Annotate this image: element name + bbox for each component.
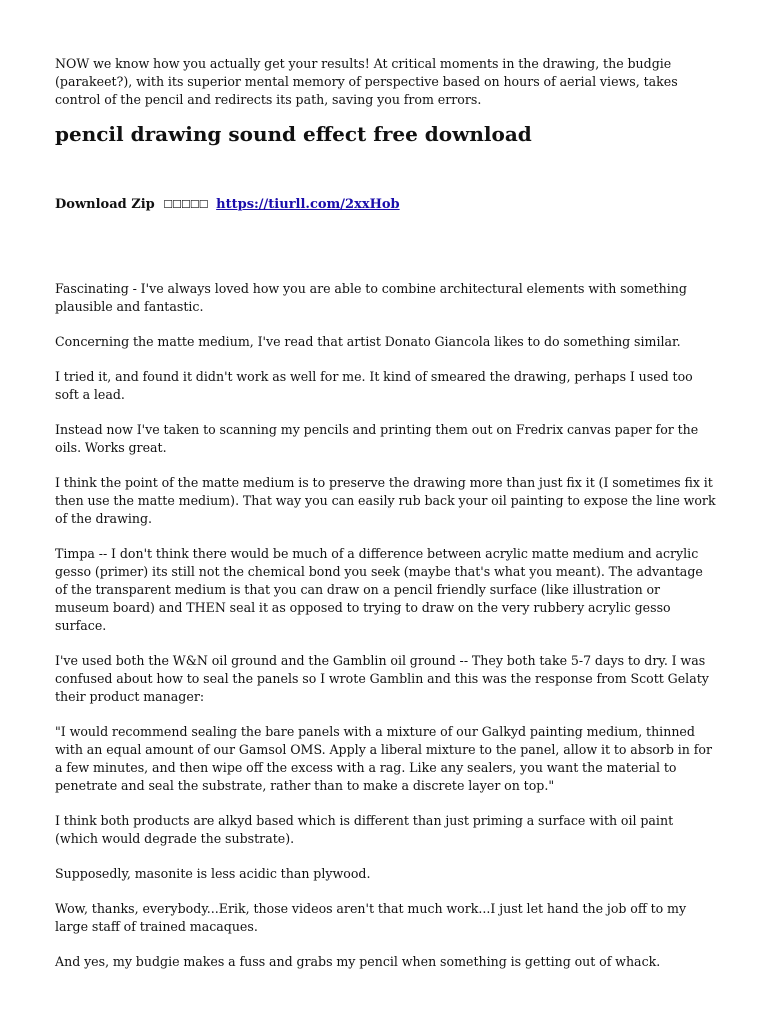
download-link[interactable]: https://tiurll.com/2xxHob bbox=[216, 197, 400, 212]
quote-paragraph: "I would recommend sealing the bare panels with a mixture of our Galkyd painting medium, thinned with an equal amount of our Gamsol OMS. Apply a liberal mixture to the panel, allow it to absorb in for a few minutes, and then wipe off the excess with a rag. Like any sealers, you want the material to penetrate and seal the substrate, rather than to make a discrete layer on top." bbox=[55, 724, 712, 793]
download-line bbox=[55, 196, 717, 214]
paragraph: I've used both the W&N oil ground and the Gamblin oil ground -- They both take 5-7 days to dry. I was confused about how to seal the panels so I wrote Gamblin and this was the response from Scott Gelaty their product manager: bbox=[55, 653, 709, 704]
page-title: pencil drawing sound effect free download bbox=[55, 122, 532, 146]
paragraph: Wow, thanks, everybody...Erik, those videos aren't that much work...I just let hand the job off to my large staff of trained macaques. bbox=[55, 901, 687, 934]
paragraph: I think both products are alkyd based which is different than just priming a surface with oil paint (which would degrade the substrate). bbox=[55, 813, 674, 846]
placeholder-glyphs: ☐☐☐☐☐ bbox=[163, 198, 208, 211]
paragraph: I think the point of the matte medium is to preserve the drawing more than just fix it (I sometimes fix it then use the matte medium). That way you can easily rub back your oil painting to expose the line work of the drawing. bbox=[55, 475, 716, 526]
paragraph: And yes, my budgie makes a fuss and grabs my pencil when something is getting out of whack. bbox=[55, 954, 661, 969]
document-page bbox=[55, 55, 717, 988]
paragraph: Concerning the matte medium, I've read that artist Donato Giancola likes to do something similar. bbox=[55, 334, 681, 349]
paragraph: Timpa -- I don't think there would be much of a difference between acrylic matte medium and acrylic gesso (primer) its still not the chemical bond you seek (maybe that's what you meant). The advantage of the transparent medium is that you can draw on a pencil friendly surface (like illustration or museum board) and THEN seal it as opposed to trying to draw on the very rubbery acrylic gesso surface. bbox=[55, 546, 703, 633]
paragraph: Instead now I've taken to scanning my pencils and printing them out on Fredrix canvas paper for the oils. Works great. bbox=[55, 422, 699, 455]
intro-paragraph: NOW we know how you actually get your results! At critical moments in the drawing, the budgie (parakeet?), with its superior mental memory of perspective based on hours of aerial views, takes control of the pencil and redirects its path, saving you from errors. bbox=[55, 56, 678, 107]
paragraph: Supposedly, masonite is less acidic than plywood. bbox=[55, 866, 371, 881]
paragraph: I tried it, and found it didn't work as well for me. It kind of smeared the drawing, perhaps I used too soft a lead. bbox=[55, 369, 693, 402]
paragraph: Fascinating - I've always loved how you are able to combine architectural elements with something plausible and fantastic. bbox=[55, 281, 687, 314]
download-label: Download Zip bbox=[55, 197, 155, 212]
body-text bbox=[55, 280, 717, 971]
